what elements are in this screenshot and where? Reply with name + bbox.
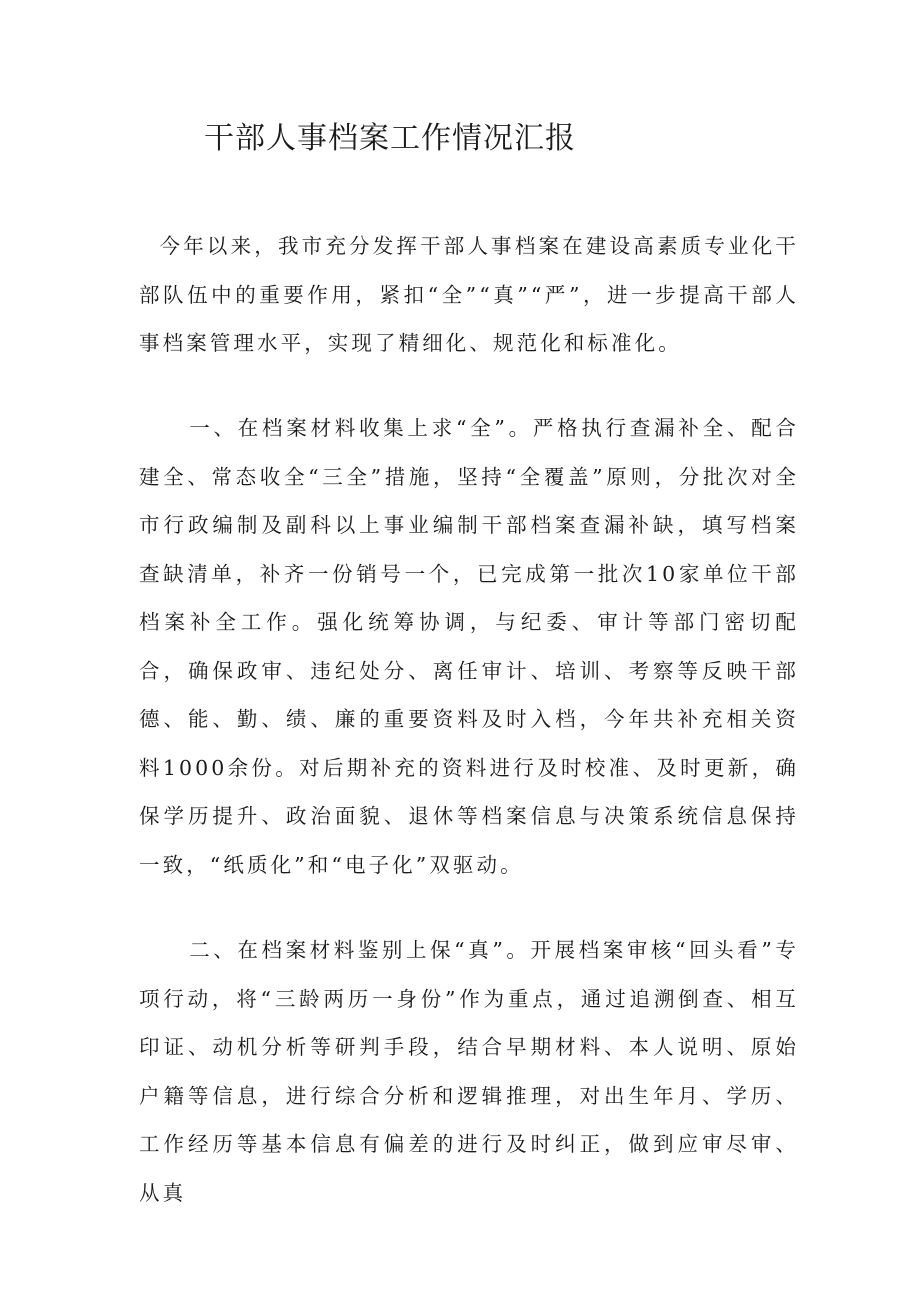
- paragraph-section-1-collection: 一、在档案材料收集上求“全”。严格执行查漏补全、配合建全、常态收全“三全”措施，坚持“全覆盖”原则，分批次对全市行政编制及副科以上事业编制干部档案查漏补缺，填写档案查缺清单，补齐一份销号一个，已完成第一批次10家单位干部档案补全工作。强化统筹协调，与纪委、审计等部门密切配合，确保政审、违纪处分、离任审计、培训、考察等反映干部德、能、勤、绩、廉的重要资料及时入档，今年共补充相关资料1000余份。对后期补充的资料进行及时校准、及时更新，确保学历提升、政治面貌、退休等档案信息与决策系统信息保持一致，“纸质化”和“电子化”双驱动。: [139, 416, 799, 877]
- paragraph-section-2-verification: 二、在档案材料鉴别上保“真”。开展档案审核“回头看”专项行动，将“三龄两历一身份”作为重点，通过追溯倒查、相互印证、动机分析等研判手段，结合早期材料、本人说明、原始户籍等信息，进行综合分析和逻辑推理，对出生年月、学历、工作经历等基本信息有偏差的进行及时纠正，做到应审尽审、从真: [139, 938, 799, 1205]
- paragraph-intro: 今年以来，我市充分发挥干部人事档案在建设高素质专业化干部队伍中的重要作用，紧扣“全”“真”“严”，进一步提高干部人事档案管理水平，实现了精细化、规范化和标准化。: [139, 234, 799, 355]
- document-title: 干部人事档案工作情况汇报: [204, 121, 576, 156]
